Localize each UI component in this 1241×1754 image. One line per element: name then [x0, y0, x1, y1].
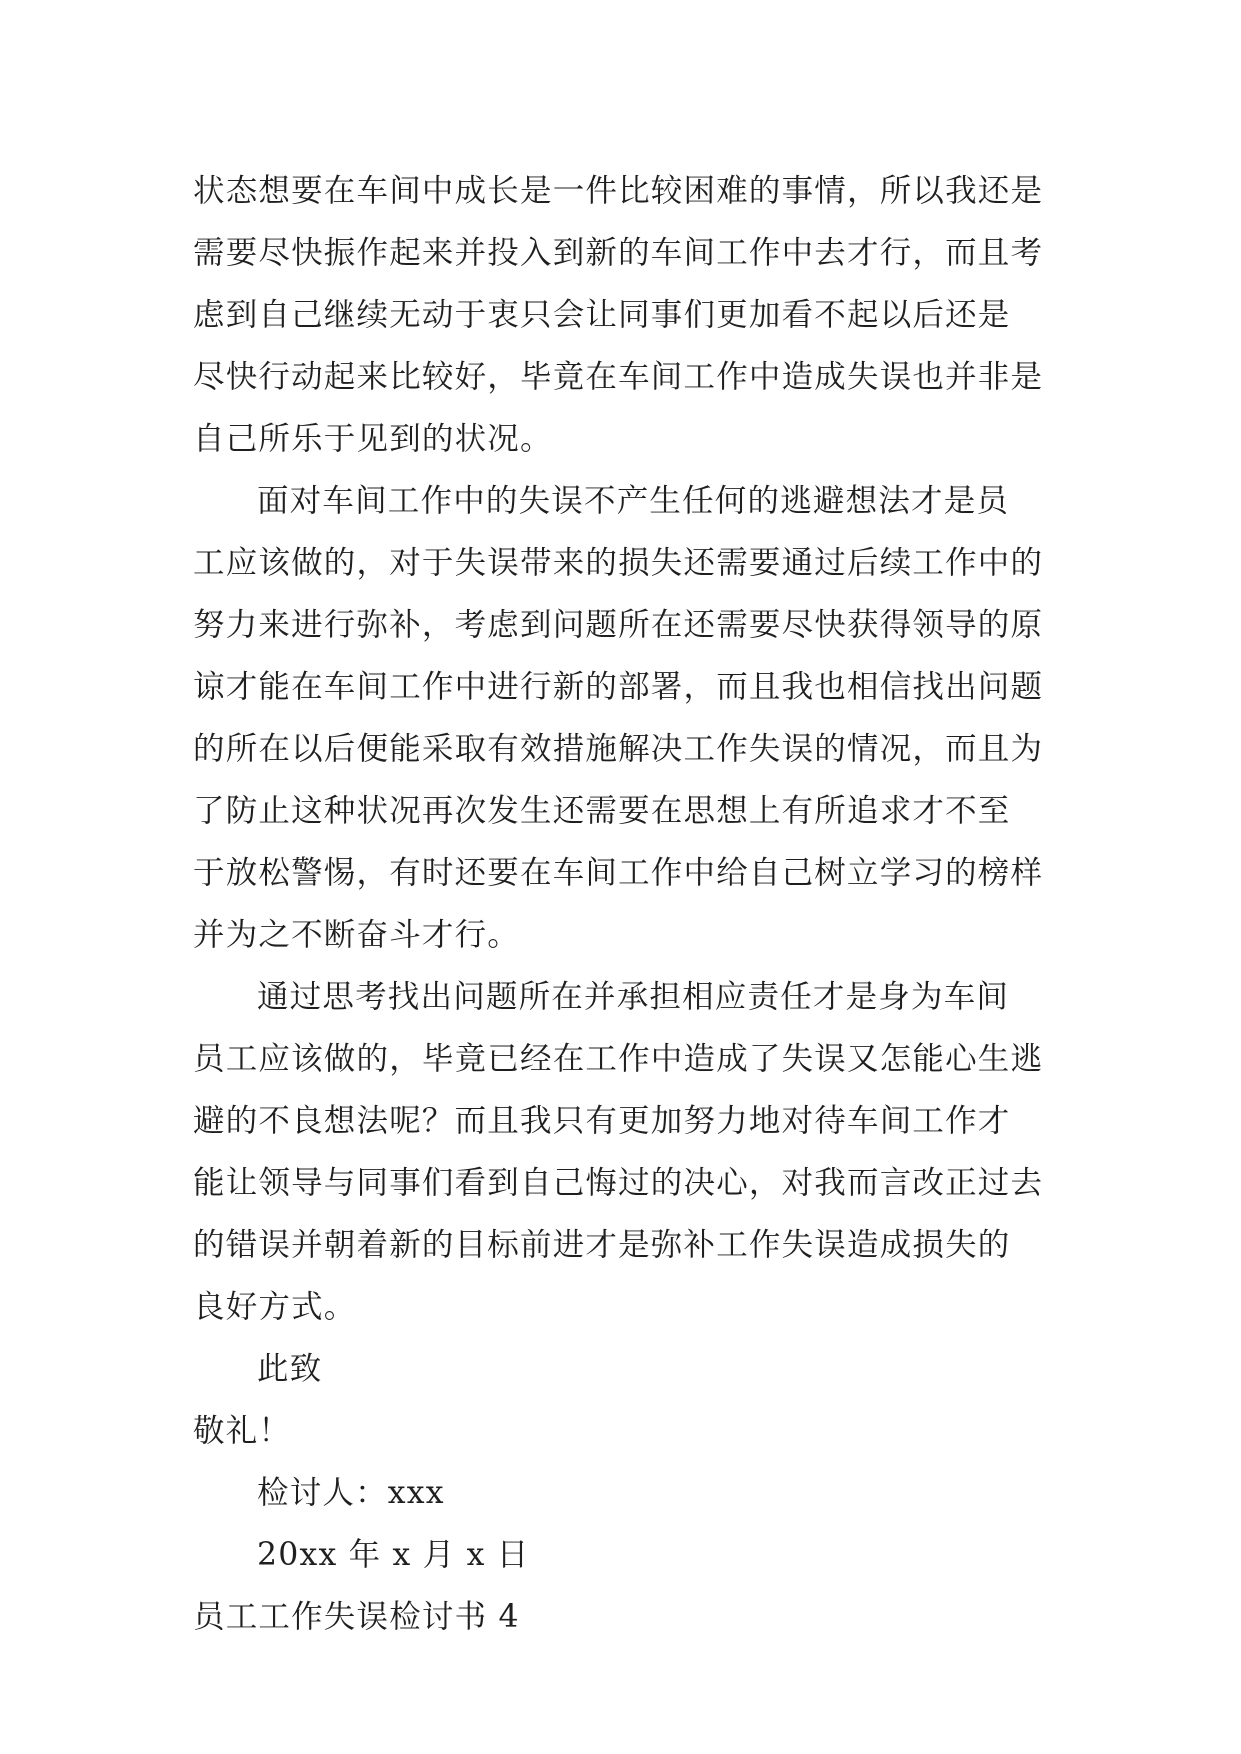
next-section-title: 员工工作失误检讨书 4 — [193, 1599, 520, 1635]
text-line: 能让领导与同事们看到自己悔过的决心，对我而言改正过去 — [193, 1165, 1044, 1201]
text-line: 工应该做的，对于失误带来的损失还需要通过后续工作中的 — [193, 545, 1044, 581]
text-line: 谅才能在车间工作中进行新的部署，而且我也相信找出问题 — [193, 669, 1044, 705]
date-line: 20xx 年 x 月 x 日 — [257, 1537, 530, 1573]
text-line: 了防止这种状况再次发生还需要在思想上有所追求才不至 — [193, 793, 1011, 829]
text-line: 员工应该做的，毕竟已经在工作中造成了失误又怎能心生逃 — [193, 1041, 1044, 1077]
text-line: 需要尽快振作起来并投入到新的车间工作中去才行，而且考 — [193, 235, 1044, 271]
text-line: 自己所乐于见到的状况。 — [193, 421, 553, 457]
document-body — [193, 160, 1063, 1648]
paragraph-start-line: 面对车间工作中的失误不产生任何的逃避想法才是员 — [257, 483, 1010, 519]
paragraph-start-line: 通过思考找出问题所在并承担相应责任才是身为车间 — [257, 979, 1010, 1015]
text-line: 状态想要在车间中成长是一件比较困难的事情，所以我还是 — [193, 173, 1044, 209]
text-line: 努力来进行弥补，考虑到问题所在还需要尽快获得领导的原 — [193, 607, 1044, 643]
text-line: 避的不良想法呢？而且我只有更加努力地对待车间工作才 — [193, 1103, 1011, 1139]
closing-regards: 敬礼！ — [193, 1413, 292, 1449]
text-line: 的所在以后便能采取有效措施解决工作失误的情况，而且为 — [193, 731, 1044, 767]
signature-line: 检讨人：xxx — [257, 1475, 445, 1511]
closing-salutation: 此致 — [257, 1351, 323, 1387]
text-line: 的错误并朝着新的目标前进才是弥补工作失误造成损失的 — [193, 1227, 1011, 1263]
text-line: 虑到自己继续无动于衷只会让同事们更加看不起以后还是 — [193, 297, 1011, 333]
text-line: 良好方式。 — [193, 1289, 357, 1325]
text-line: 于放松警惕，有时还要在车间工作中给自己树立学习的榜样 — [193, 855, 1044, 891]
text-line: 并为之不断奋斗才行。 — [193, 917, 521, 953]
text-line: 尽快行动起来比较好，毕竟在车间工作中造成失误也并非是 — [193, 359, 1044, 395]
